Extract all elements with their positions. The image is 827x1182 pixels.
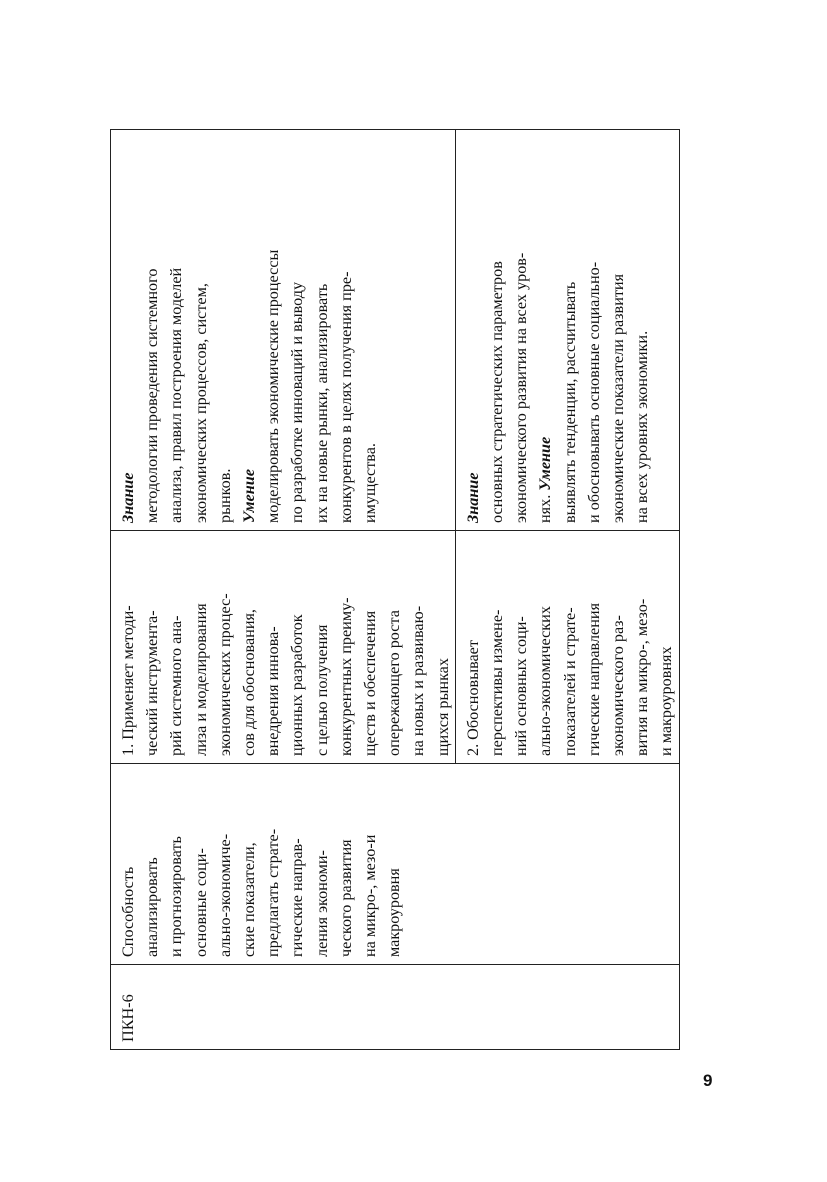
indicator-line: 2. Обосновывает [463, 640, 482, 756]
competence-line: на микро-, мезо-и [361, 834, 380, 957]
indicator-line: ально-экономических [536, 606, 555, 756]
indicator-line: на новых и развиваю- [409, 605, 428, 756]
indicator-line: перспективы измене- [488, 609, 507, 756]
competence-line: основные соци- [191, 848, 210, 957]
knowledge-text: методологии проведения системного анализа, правил построения моделей экономических процессов, систем, рынков. [143, 267, 234, 523]
indicator-line: ческий инструмента- [143, 610, 162, 756]
competence-line: Способность [119, 866, 137, 957]
skill-label: Умение [240, 469, 259, 523]
indicator-line: гические направления [584, 602, 603, 756]
competence-line: гические направ- [288, 838, 307, 957]
indicator-line: вития на микро-, мезо- [633, 598, 652, 756]
indicator-line: опережающего роста [385, 610, 404, 756]
competence-code-cell [111, 965, 680, 1050]
indicator-line: конкурентных преиму- [336, 597, 355, 756]
knowledge-text: основных стратегических параметров экономического развития на всех уров- нях. [488, 252, 555, 523]
indicator-2-cell [455, 531, 679, 764]
competence-line: ления экономи- [312, 850, 331, 957]
competence-line: ские показатели, [240, 842, 259, 957]
competence-code: ПКН-6 [119, 994, 137, 1042]
indicator-line: экономических процес- [215, 593, 234, 756]
indicator-line: ний основных соци- [512, 616, 531, 756]
competence-line: и прогнозировать [167, 836, 186, 957]
knowledge-label: Знание [119, 472, 137, 523]
competence-line: анализировать [143, 857, 162, 957]
indicator-line: ционных разработок [288, 614, 307, 756]
indicator-line: экономического раз- [609, 615, 628, 756]
indicator-line: с целью получения [312, 624, 331, 756]
indicator-line: показателей и страте- [560, 607, 579, 756]
rotated-table-container [110, 130, 676, 1050]
indicator-line: ществ и обеспечения [361, 610, 380, 756]
indicator-line: сов для обоснования, [240, 609, 259, 756]
results-2-cell [455, 130, 679, 531]
competence-line: макроуровня [385, 868, 404, 957]
indicator-line: внедрения иннова- [264, 626, 283, 756]
indicator-line: рий системного ана- [167, 615, 186, 756]
table-row [111, 130, 456, 1050]
knowledge-label: Знание [463, 472, 482, 523]
competence-table [110, 129, 680, 1050]
page-number: 9 [703, 1071, 713, 1090]
competence-description-cell [111, 764, 680, 965]
competence-line: ческого развития [336, 839, 355, 957]
indicator-line: и макроуровнях [657, 646, 676, 756]
competence-line: ально-экономиче- [215, 833, 234, 957]
skill-label: Умение [536, 436, 555, 491]
skill-text: моделировать экономические процессы по разработке инноваций и выводу их на новые рынки, анализировать конкурентов в целях получения пре- имущества. [264, 249, 380, 523]
competence-line: предлагать страте- [264, 828, 283, 957]
indicator-line: щихся рынках [433, 658, 452, 756]
indicator-1-cell [111, 531, 456, 764]
indicator-line: лиза и моделирования [191, 603, 210, 756]
indicator-line: 1. Применяет методи- [119, 605, 137, 756]
skill-text: выявлять тенденции, рассчитывать и обосновывать основные социально- экономические показатели развития на всех уровнях экономики. [560, 261, 652, 523]
results-1-cell [111, 130, 456, 531]
